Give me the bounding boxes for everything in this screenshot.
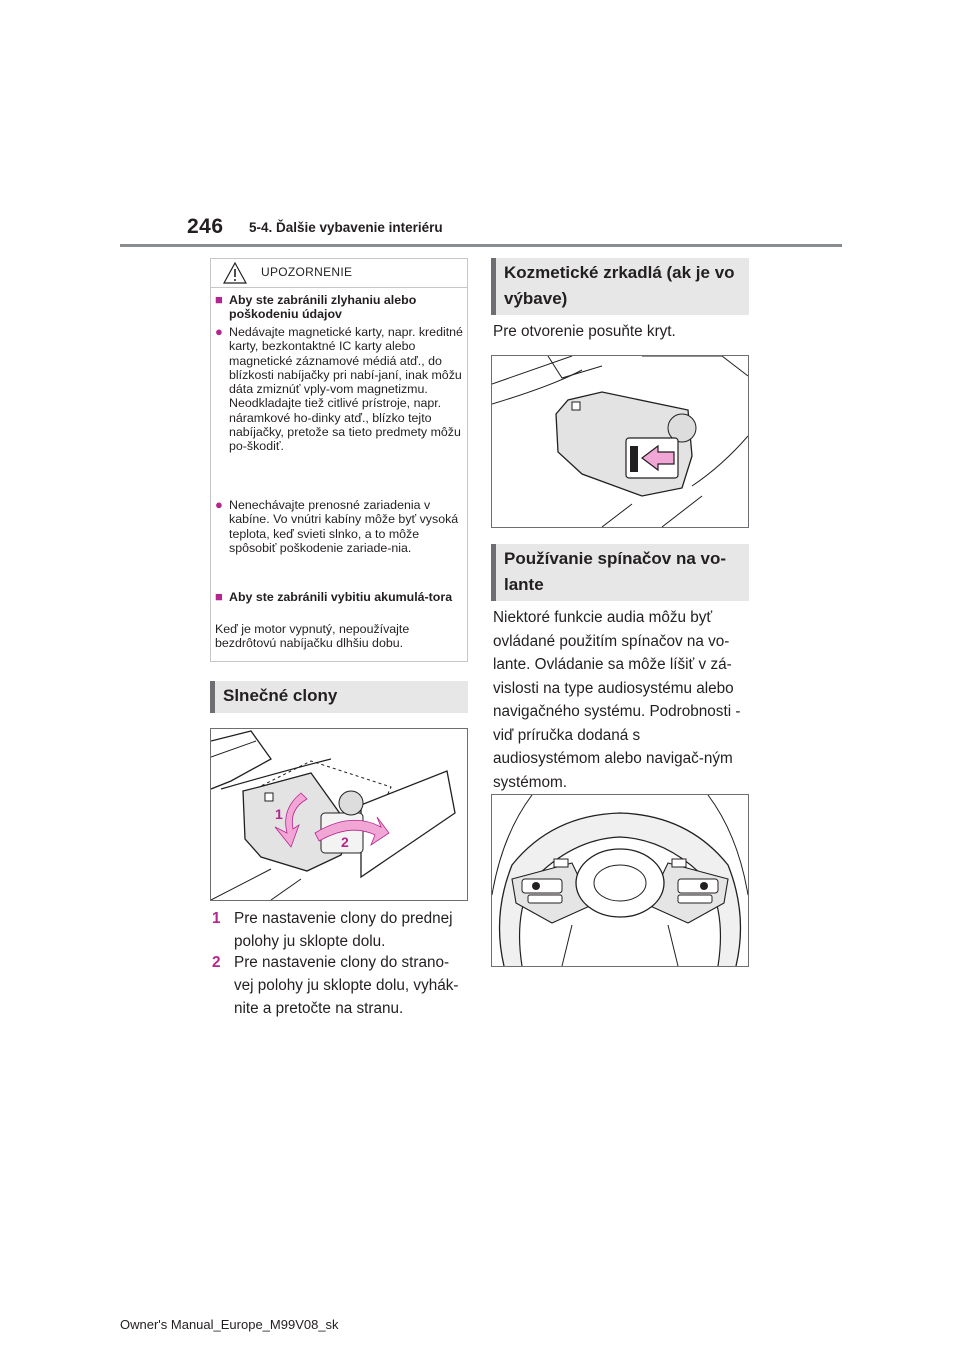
square-bullet-icon: ■ (215, 589, 223, 604)
warning-title: UPOZORNENIE (261, 265, 353, 279)
footer: Owner's Manual_Europe_M99V08_sk (120, 1317, 339, 1332)
step-text: Pre nastavenie clony do prednej polohy ju sklopte dolu. (234, 910, 453, 950)
sun-visor-illustration (211, 729, 467, 900)
warning-bullet (215, 325, 467, 454)
steering-wheel-illustration (492, 795, 748, 966)
warning-subheading-text: Aby ste zabránili zlyhaniu alebo poškodeniu údajov (229, 293, 417, 322)
section-title: 5-4. Ďalšie vybavenie interiéru (249, 220, 443, 235)
callout-2: 2 (341, 834, 349, 850)
warning-bullet (215, 498, 467, 555)
warning-subheading (215, 590, 467, 604)
step-text: Pre nastavenie clony do strano-vej polohy ju sklopte dolu, vyhák-nite a pretočte na stranu. (234, 954, 459, 1017)
section-heading-vanity-mirrors: Kozmetické zrkadlá (ak je vo výbave) (491, 258, 749, 315)
callout-1: 1 (275, 806, 283, 822)
warning-bullet-text: Nenechávajte prenosné zariadenia v kabíne. Vo vnútri kabíny môže byť vysoká teplota, keď svieti slnko, a to môže spôsobiť poškodenie zariade-nia. (229, 498, 459, 555)
circle-bullet-icon: ● (215, 497, 223, 512)
step-number: 1 (212, 910, 221, 927)
warning-note: Keď je motor vypnutý, nepoužívajte bezdrôtovú nabíjačku dlhšiu dobu. (215, 622, 410, 651)
warning-box (210, 258, 468, 662)
vanity-mirror-figure (491, 355, 749, 528)
warning-bullet-text: Nedávajte magnetické karty, napr. kreditné karty, bezkontaktné IC karty alebo magnetické záznamové médiá atď., do blízkosti nabíjačky pri nabí-janí, inak môžu dáta zmiznúť vply-vom magnetizmu. Neodkladajte tiež citlivé prístroje, napr. náramkové ho-dinky atď., blízko tejto nabíjačky, pretože sa tieto predmety môžu po-škodiť. (229, 325, 463, 454)
page-number: 246 (187, 215, 224, 238)
step-1 (212, 907, 468, 953)
warning-triangle-icon (223, 262, 247, 284)
sun-visor-figure (210, 728, 468, 901)
square-bullet-icon: ■ (215, 292, 223, 307)
step-number: 2 (212, 954, 221, 971)
section-heading-steering-switches: Používanie spínačov na vo-lante (491, 544, 749, 601)
circle-bullet-icon: ● (215, 324, 223, 339)
warning-header (211, 259, 467, 288)
vanity-mirror-text: Pre otvorenie posuňte kryt. (493, 323, 676, 340)
vanity-mirror-illustration (492, 356, 748, 527)
section-heading-sun-visors: Slnečné clony (210, 681, 468, 713)
steering-switches-text: Niektoré funkcie audia môžu byť ovládané použitím spínačov na vo-lante. Ovládanie sa môže líšiť v zá-vislosti na type audiosystému alebo navigačného systému. Podrobnosti - viď príručka dodaná s audiosystémom alebo navigač-ným systémom. (493, 609, 741, 791)
steering-wheel-figure (491, 794, 749, 967)
step-2 (212, 951, 468, 1020)
warning-subheading-text: Aby ste zabránili vybitiu akumulá-tora (229, 590, 453, 604)
warning-subheading (215, 293, 467, 322)
header-rule (120, 244, 842, 247)
